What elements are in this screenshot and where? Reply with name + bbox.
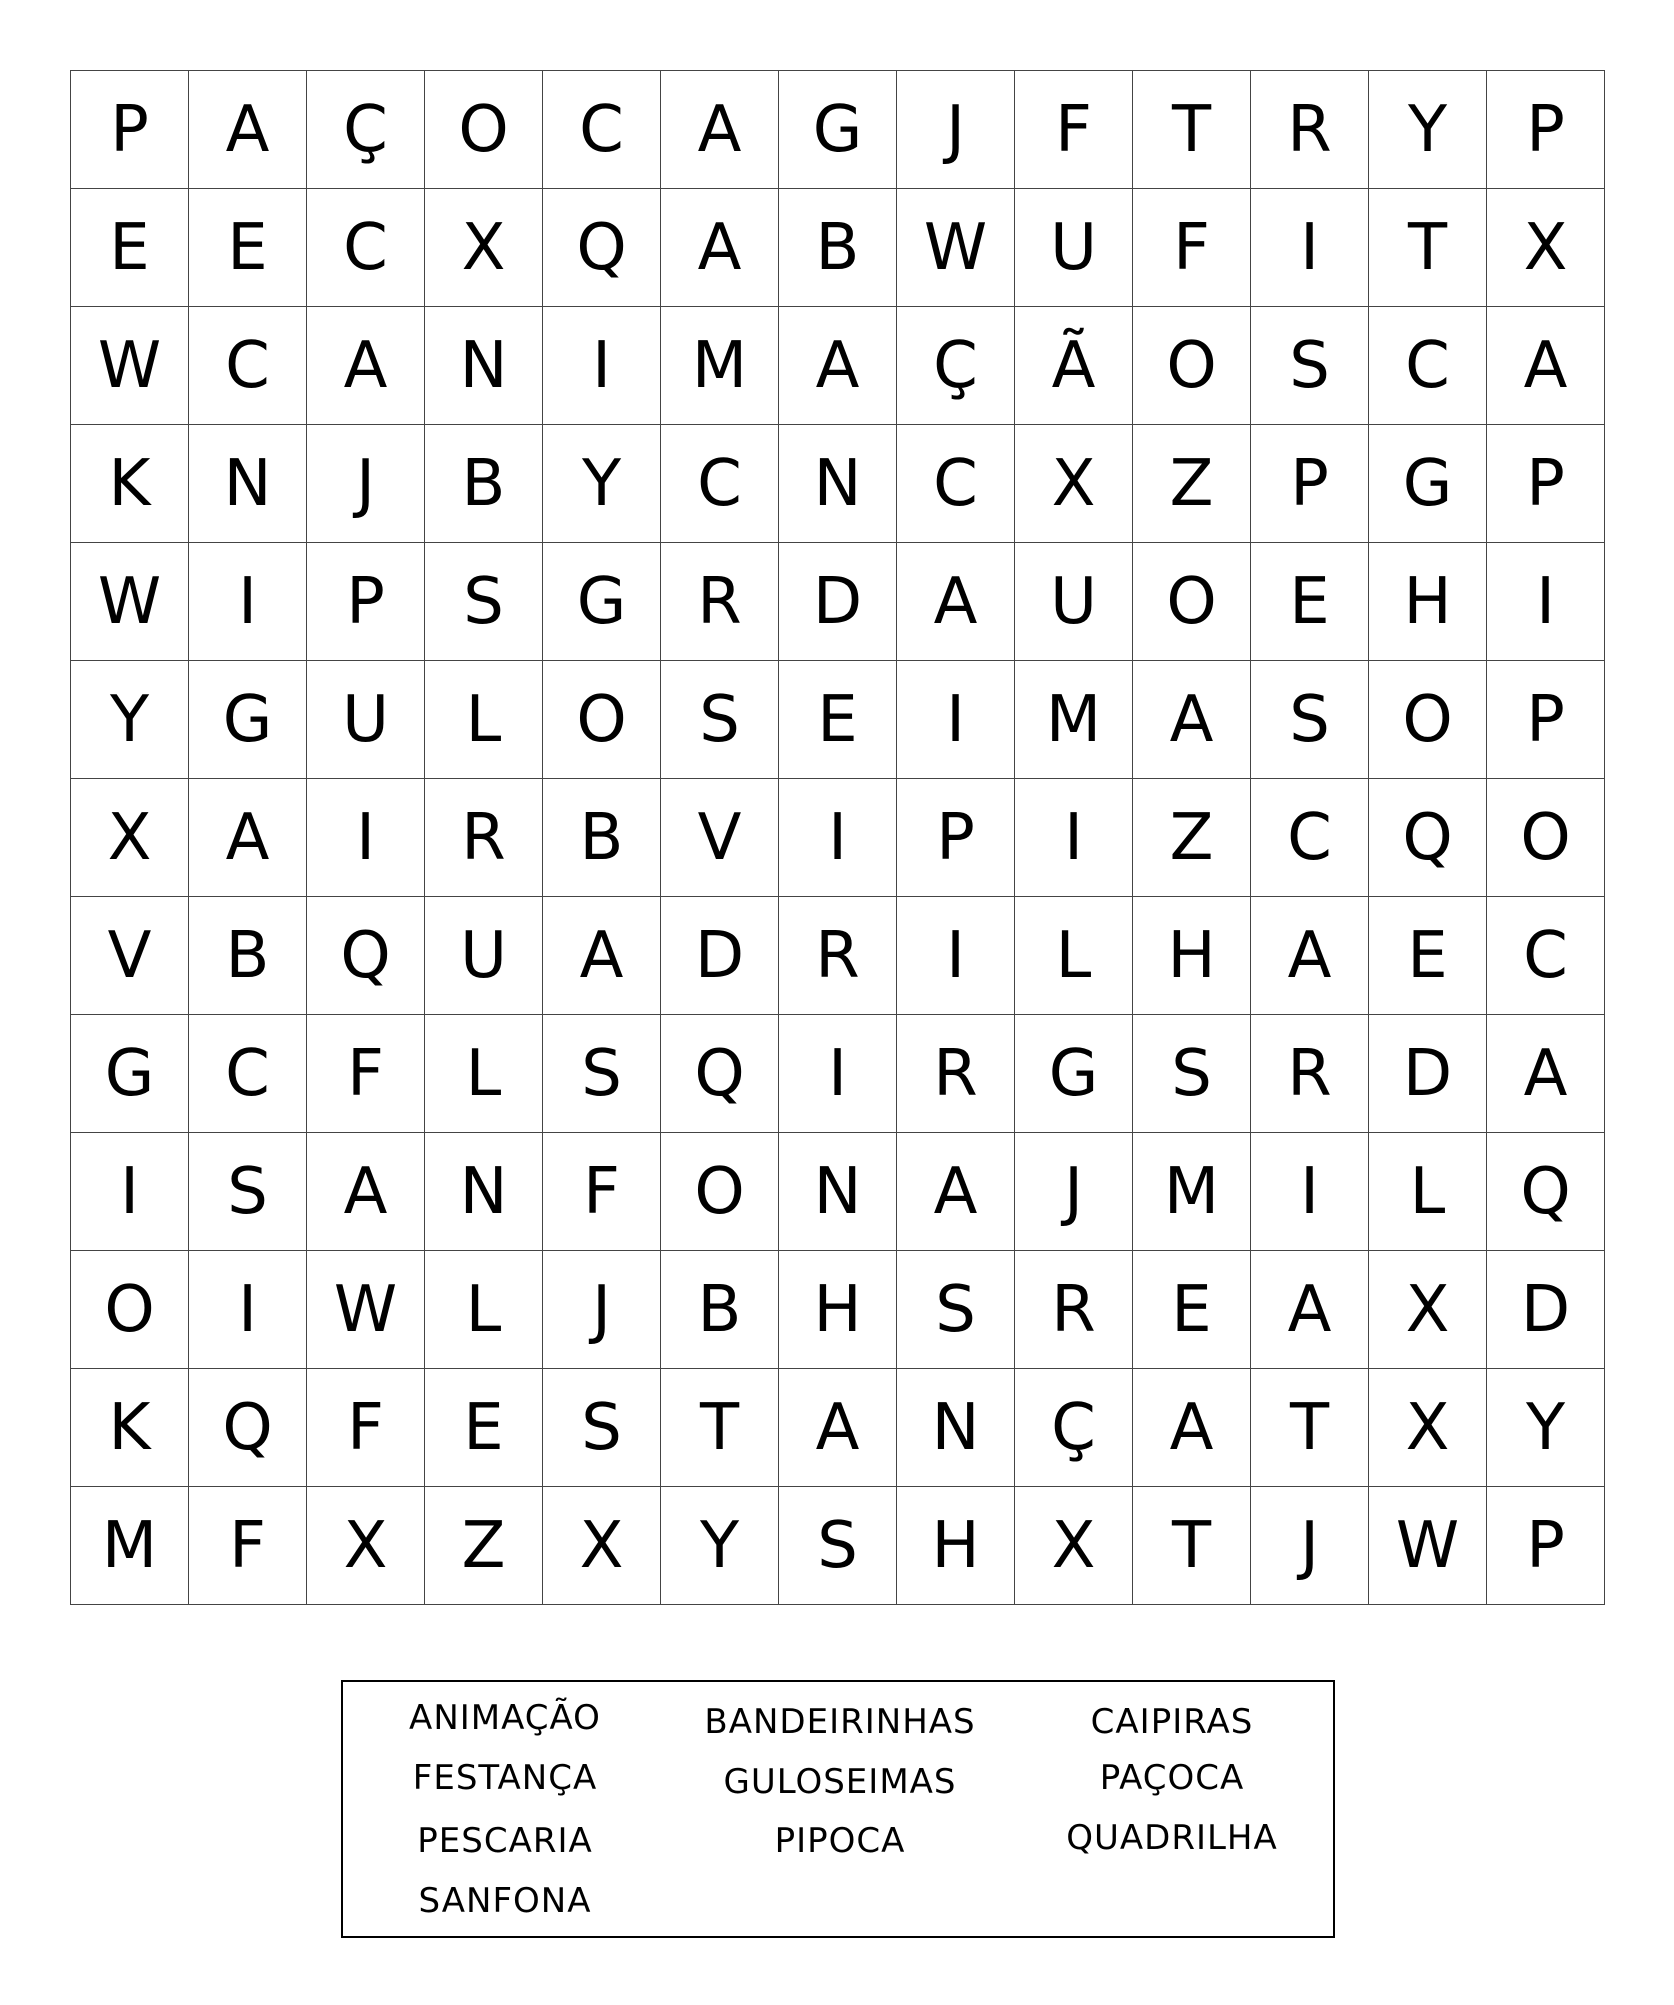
grid-cell: X <box>543 1487 661 1605</box>
grid-row <box>71 543 1605 661</box>
grid-cell: J <box>543 1251 661 1369</box>
grid-cell: S <box>543 1369 661 1487</box>
grid-cell: M <box>71 1487 189 1605</box>
grid-cell: A <box>1133 661 1251 779</box>
grid-cell: B <box>425 425 543 543</box>
grid-cell: U <box>1015 189 1133 307</box>
grid-cell: N <box>189 425 307 543</box>
grid-cell: I <box>307 779 425 897</box>
word-item: PAÇOCA <box>1099 1758 1245 1798</box>
grid-cell: C <box>1251 779 1369 897</box>
grid-row <box>71 897 1605 1015</box>
grid-cell: I <box>189 543 307 661</box>
grid-cell: G <box>189 661 307 779</box>
grid-cell: A <box>307 307 425 425</box>
word-item: CAIPIRAS <box>1090 1702 1254 1742</box>
grid-row <box>71 1369 1605 1487</box>
grid-cell: U <box>307 661 425 779</box>
grid-cell: I <box>779 779 897 897</box>
grid-cell: C <box>1487 897 1605 1015</box>
grid-cell: Q <box>1369 779 1487 897</box>
grid-cell: O <box>661 1133 779 1251</box>
grid-cell: C <box>189 307 307 425</box>
grid-cell: A <box>897 543 1015 661</box>
word-item: FESTANÇA <box>412 1758 598 1798</box>
grid-cell: I <box>1487 543 1605 661</box>
grid-cell: Q <box>307 897 425 1015</box>
grid-cell: C <box>307 189 425 307</box>
grid-cell: I <box>1251 189 1369 307</box>
grid-cell: G <box>71 1015 189 1133</box>
grid-cell: C <box>189 1015 307 1133</box>
grid-cell: A <box>779 307 897 425</box>
grid-cell: Z <box>1133 425 1251 543</box>
grid-cell: L <box>425 1015 543 1133</box>
word-item: PIPOCA <box>774 1821 906 1861</box>
grid-cell: O <box>1133 543 1251 661</box>
grid-cell: Y <box>1487 1369 1605 1487</box>
grid-cell: J <box>1251 1487 1369 1605</box>
grid-cell: I <box>543 307 661 425</box>
grid-cell: F <box>543 1133 661 1251</box>
grid-row <box>71 779 1605 897</box>
grid-cell: Ç <box>307 71 425 189</box>
grid-row <box>71 189 1605 307</box>
grid-cell: I <box>897 897 1015 1015</box>
grid-cell: N <box>779 1133 897 1251</box>
grid-cell: E <box>1251 543 1369 661</box>
grid-row <box>71 425 1605 543</box>
grid-cell: D <box>661 897 779 1015</box>
grid-cell: R <box>1015 1251 1133 1369</box>
grid-cell: M <box>1133 1133 1251 1251</box>
word-list-box <box>341 1680 1335 1938</box>
grid-cell: C <box>661 425 779 543</box>
grid-cell: R <box>1251 1015 1369 1133</box>
grid-cell: D <box>1487 1251 1605 1369</box>
grid-cell: C <box>1369 307 1487 425</box>
grid-cell: T <box>1133 71 1251 189</box>
grid-cell: J <box>897 71 1015 189</box>
grid-cell: P <box>1487 425 1605 543</box>
grid-cell: Q <box>543 189 661 307</box>
grid-row <box>71 1251 1605 1369</box>
grid-cell: E <box>779 661 897 779</box>
grid-cell: A <box>189 71 307 189</box>
grid-cell: U <box>1015 543 1133 661</box>
grid-cell: A <box>543 897 661 1015</box>
grid-cell: P <box>1487 661 1605 779</box>
grid-cell: L <box>425 661 543 779</box>
grid-cell: X <box>1487 189 1605 307</box>
grid-cell: Y <box>1369 71 1487 189</box>
grid-cell: Y <box>661 1487 779 1605</box>
grid-cell: L <box>1015 897 1133 1015</box>
grid-cell: C <box>897 425 1015 543</box>
grid-cell: Z <box>1133 779 1251 897</box>
grid-row <box>71 1133 1605 1251</box>
grid-cell: B <box>543 779 661 897</box>
grid-cell: J <box>307 425 425 543</box>
grid-cell: O <box>425 71 543 189</box>
grid-cell: E <box>71 189 189 307</box>
grid-cell: R <box>1251 71 1369 189</box>
word-item: SANFONA <box>418 1881 592 1921</box>
grid-cell: O <box>1487 779 1605 897</box>
word-item: PESCARIA <box>417 1821 593 1861</box>
grid-cell: A <box>661 189 779 307</box>
grid-cell: X <box>307 1487 425 1605</box>
grid-cell: S <box>1251 661 1369 779</box>
grid-cell: A <box>1251 897 1369 1015</box>
grid-cell: Ã <box>1015 307 1133 425</box>
word-item: QUADRILHA <box>1066 1818 1278 1858</box>
grid-cell: I <box>1015 779 1133 897</box>
grid-cell: A <box>779 1369 897 1487</box>
grid-cell: Q <box>189 1369 307 1487</box>
grid-cell: A <box>189 779 307 897</box>
grid-cell: X <box>1015 1487 1133 1605</box>
grid-cell: W <box>1369 1487 1487 1605</box>
grid-cell: G <box>543 543 661 661</box>
grid-cell: O <box>1133 307 1251 425</box>
grid-cell: X <box>71 779 189 897</box>
grid-cell: B <box>779 189 897 307</box>
grid-cell: S <box>1251 307 1369 425</box>
grid-cell: B <box>189 897 307 1015</box>
grid-cell: C <box>543 71 661 189</box>
word-item: GULOSEIMAS <box>723 1762 957 1802</box>
grid-cell: X <box>1369 1251 1487 1369</box>
grid-cell: H <box>779 1251 897 1369</box>
grid-cell: T <box>1251 1369 1369 1487</box>
grid-cell: G <box>1369 425 1487 543</box>
grid-cell: M <box>661 307 779 425</box>
grid-cell: G <box>779 71 897 189</box>
grid-cell: X <box>1015 425 1133 543</box>
grid-cell: T <box>661 1369 779 1487</box>
grid-cell: E <box>189 189 307 307</box>
grid-row <box>71 71 1605 189</box>
grid-cell: I <box>1251 1133 1369 1251</box>
grid-cell: F <box>307 1369 425 1487</box>
grid-row <box>71 661 1605 779</box>
grid-row <box>71 1015 1605 1133</box>
grid-cell: F <box>1133 189 1251 307</box>
grid-cell: L <box>425 1251 543 1369</box>
grid-row <box>71 307 1605 425</box>
grid-cell: X <box>425 189 543 307</box>
grid-cell: A <box>307 1133 425 1251</box>
grid-cell: R <box>779 897 897 1015</box>
grid-cell: P <box>1251 425 1369 543</box>
grid-cell: W <box>897 189 1015 307</box>
grid-cell: V <box>661 779 779 897</box>
grid-cell: R <box>661 543 779 661</box>
grid-cell: S <box>1133 1015 1251 1133</box>
grid-cell: S <box>543 1015 661 1133</box>
grid-cell: Y <box>543 425 661 543</box>
grid-cell: W <box>307 1251 425 1369</box>
grid-cell: S <box>661 661 779 779</box>
grid-cell: Ç <box>1015 1369 1133 1487</box>
grid-cell: S <box>779 1487 897 1605</box>
grid-cell: K <box>71 1369 189 1487</box>
grid-cell: Z <box>425 1487 543 1605</box>
grid-cell: S <box>897 1251 1015 1369</box>
grid-cell: O <box>1369 661 1487 779</box>
grid-cell: A <box>1133 1369 1251 1487</box>
grid-cell: H <box>1133 897 1251 1015</box>
grid-cell: E <box>1133 1251 1251 1369</box>
grid-cell: D <box>1369 1015 1487 1133</box>
grid-cell: R <box>425 779 543 897</box>
grid-cell: A <box>1487 1015 1605 1133</box>
grid-cell: J <box>1015 1133 1133 1251</box>
grid-cell: Ç <box>897 307 1015 425</box>
grid-cell: Q <box>661 1015 779 1133</box>
grid-cell: T <box>1369 189 1487 307</box>
word-item: BANDEIRINHAS <box>704 1702 976 1742</box>
grid-row <box>71 1487 1605 1605</box>
grid-cell: N <box>425 307 543 425</box>
grid-cell: E <box>1369 897 1487 1015</box>
grid-cell: A <box>1251 1251 1369 1369</box>
grid-cell: G <box>1015 1015 1133 1133</box>
grid-cell: I <box>71 1133 189 1251</box>
grid-cell: D <box>779 543 897 661</box>
grid-cell: S <box>189 1133 307 1251</box>
grid-cell: F <box>189 1487 307 1605</box>
grid-cell: Y <box>71 661 189 779</box>
word-item: ANIMAÇÃO <box>409 1698 601 1738</box>
grid-cell: F <box>1015 71 1133 189</box>
grid-cell: P <box>1487 1487 1605 1605</box>
grid-cell: W <box>71 543 189 661</box>
grid-cell: A <box>1487 307 1605 425</box>
grid-cell: B <box>661 1251 779 1369</box>
grid-cell: A <box>661 71 779 189</box>
grid-cell: T <box>1133 1487 1251 1605</box>
grid-cell: V <box>71 897 189 1015</box>
grid-cell: P <box>71 71 189 189</box>
grid-cell: I <box>189 1251 307 1369</box>
grid-cell: S <box>425 543 543 661</box>
grid-cell: A <box>897 1133 1015 1251</box>
grid-cell: P <box>1487 71 1605 189</box>
grid-cell: O <box>543 661 661 779</box>
grid-cell: I <box>779 1015 897 1133</box>
grid-cell: K <box>71 425 189 543</box>
grid-cell: R <box>897 1015 1015 1133</box>
grid-cell: Q <box>1487 1133 1605 1251</box>
grid-cell: N <box>425 1133 543 1251</box>
grid-cell: L <box>1369 1133 1487 1251</box>
grid-cell: I <box>897 661 1015 779</box>
grid-cell: U <box>425 897 543 1015</box>
grid-cell: W <box>71 307 189 425</box>
grid-cell: M <box>1015 661 1133 779</box>
grid-cell: N <box>897 1369 1015 1487</box>
word-search-grid <box>70 70 1605 1605</box>
grid-cell: H <box>897 1487 1015 1605</box>
grid-cell: F <box>307 1015 425 1133</box>
grid-cell: P <box>897 779 1015 897</box>
grid-cell: E <box>425 1369 543 1487</box>
grid-cell: O <box>71 1251 189 1369</box>
grid-cell: H <box>1369 543 1487 661</box>
grid-body <box>71 71 1605 1605</box>
grid-cell: N <box>779 425 897 543</box>
grid-cell: P <box>307 543 425 661</box>
grid-cell: X <box>1369 1369 1487 1487</box>
